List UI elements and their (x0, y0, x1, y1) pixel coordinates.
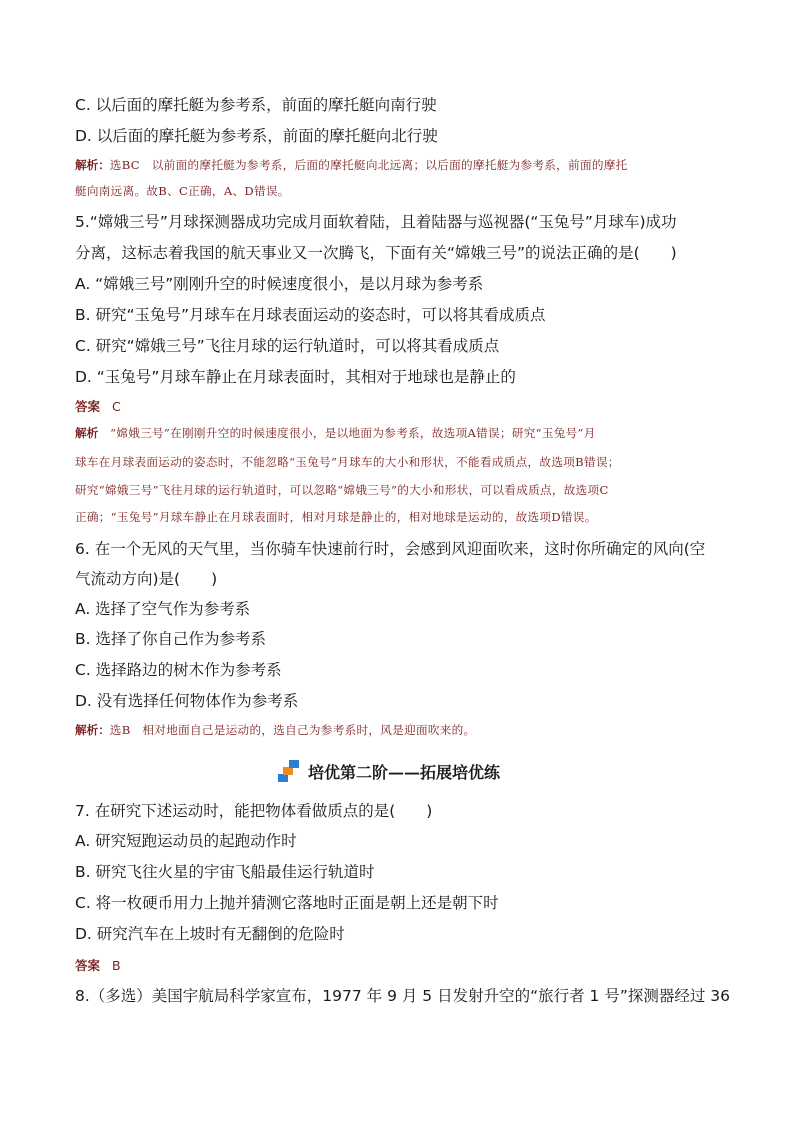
q7-stem: 7. 在研究下述运动时，能把物体看做质点的是( ) (75, 802, 433, 820)
q6-option-b: B. 选择了你自己作为参考系 (75, 630, 266, 648)
q6-option-d: D. 没有选择任何物体作为参考系 (75, 692, 299, 710)
q8-stem-line-1: 8.（多选）美国宇航局科学家宣布，1977 年 9 月 5 日发射升空的“旅行者 1 号”探测器经过 36 (75, 987, 731, 1005)
q4-explanation-line-2: 艇向南远离。故B、C正确，A、D错误。 (75, 184, 290, 198)
q6-explanation: 解析：选B 相对地面自己是运动的，选自己为参考系时，风是迎面吹来的。 (75, 723, 476, 737)
q5-explanation-line-4: 正确；“玉兔号”月球车静止在月球表面时，相对月球是静止的，相对地球是运动的，故选项D错误。 (75, 510, 597, 524)
q5-option-d: D. “玉兔号”月球车静止在月球表面时，其相对于地球也是静止的 (75, 368, 516, 386)
explanation-tag: 解析 (75, 426, 99, 440)
q5-answer (75, 398, 121, 416)
q6-option-c: C. 选择路边的树木作为参考系 (75, 661, 282, 679)
q5-stem-line-1: 5.“嫦娥三号”月球探测器成功完成月面软着陆，且着陆器与巡视器(“玉兔号”月球车)成功 (75, 213, 677, 231)
q4-option-d: D. 以后面的摩托艇为参考系，前面的摩托艇向北行驶 (75, 127, 438, 145)
answer-tag: 答案 (75, 958, 101, 973)
q5-explanation-line-1: 解析 “嫦娥三号”在刚刚升空的时候速度很小，是以地面为参考系，故选项A错误；研究“玉兔号”月 (75, 426, 596, 440)
q4-explanation-line-1: 解析：选BC 以前面的摩托艇为参考系，后面的摩托艇向北远离；以后面的摩托艇为参考系，前面的摩托 (75, 158, 628, 172)
answer-value: C (112, 399, 121, 414)
section-title: 培优第二阶——拓展培优练 (308, 762, 501, 782)
stair-blocks-icon (278, 759, 300, 783)
q5-explanation-line-3: 研究“嫦娥三号”飞往月球的运行轨道时，可以忽略“嫦娥三号”的大小和形状，可以看成质点，故选项C (75, 483, 609, 497)
q5-option-a: A. “嫦娥三号”刚刚升空的时候速度很小，是以月球为参考系 (75, 275, 484, 293)
q7-option-a: A. 研究短跑运动员的起跑动作时 (75, 832, 297, 850)
section-heading (278, 758, 500, 784)
q5-option-b: B. 研究“玉兔号”月球车在月球表面运动的姿态时，可以将其看成质点 (75, 306, 546, 324)
q5-explanation-line-2: 球车在月球表面运动的姿态时，不能忽略“玉兔号”月球车的大小和形状，不能看成质点，故选项B错误； (75, 455, 620, 469)
q6-option-a: A. 选择了空气作为参考系 (75, 600, 251, 618)
explanation-tag: 解析： (75, 158, 110, 172)
q4-option-c: C. 以后面的摩托艇为参考系，前面的摩托艇向南行驶 (75, 96, 437, 114)
q7-answer (75, 957, 121, 975)
answer-value: B (112, 958, 121, 973)
q6-stem-line-2: 气流动方向)是( ) (75, 570, 218, 588)
q6-stem-line-1: 6. 在一个无风的天气里，当你骑车快速前行时，会感到风迎面吹来，这时你所确定的风向(空 (75, 540, 706, 558)
q7-option-c: C. 将一枚硬币用力上抛并猜测它落地时正面是朝上还是朝下时 (75, 894, 499, 912)
answer-tag: 答案 (75, 399, 101, 414)
explanation-tag: 解析： (75, 723, 110, 737)
q7-option-d: D. 研究汽车在上坡时有无翻倒的危险时 (75, 925, 345, 943)
q5-stem-line-2: 分离，这标志着我国的航天事业又一次腾飞，下面有关“嫦娥三号”的说法正确的是( ) (75, 244, 677, 262)
q7-option-b: B. 研究飞往火星的宇宙飞船最佳运行轨道时 (75, 863, 375, 881)
q5-option-c: C. 研究“嫦娥三号”飞往月球的运行轨道时，可以将其看成质点 (75, 337, 500, 355)
